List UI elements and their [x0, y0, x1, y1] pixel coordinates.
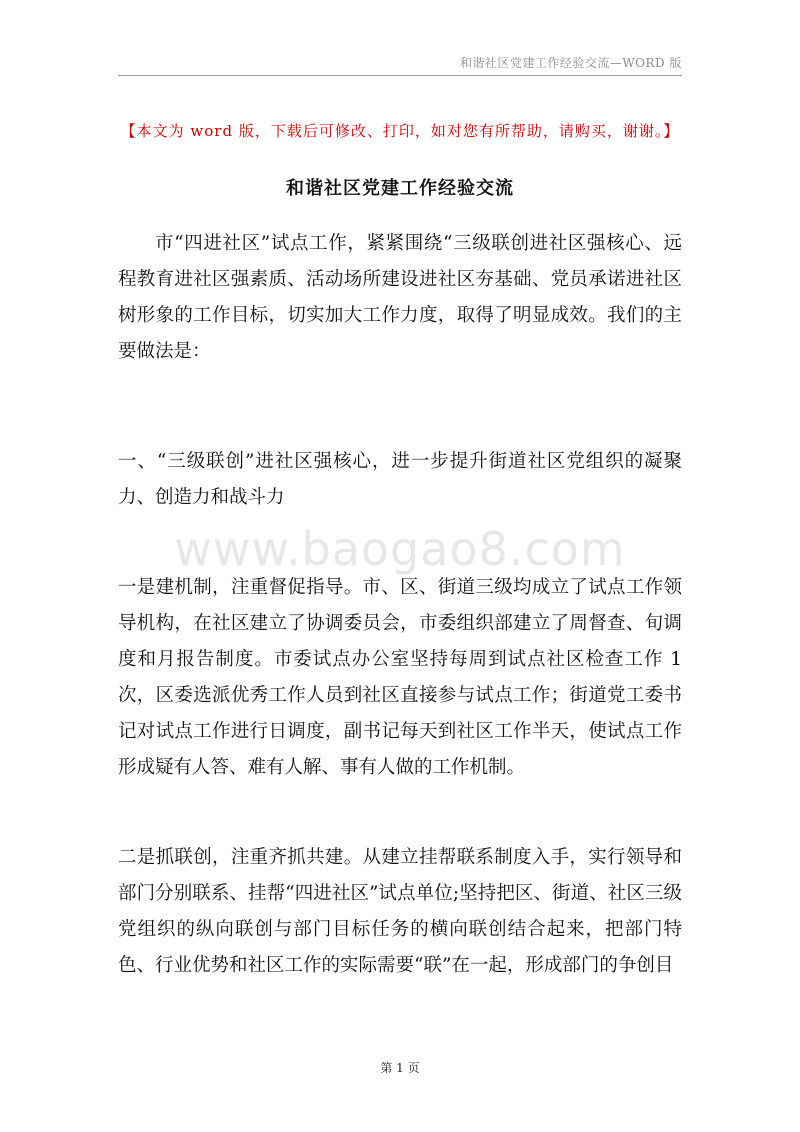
intro-paragraph: 市“四进社区”试点工作，紧紧围绕“三级联创进社区强核心、远程教育进社区强素质、活动场所建设进社区夯基础、党员承诺进社区树形象的工作目标，切实加大工作力度，取得了明显成效。我们的主要做法是：	[118, 233, 682, 362]
document-title: 和谐社区党建工作经验交流	[286, 178, 514, 199]
paragraph-mechanism: 一是建机制，注重督促指导。市、区、街道三级均成立了试点工作领导机构，在社区建立了协调委员会，市委组织部建立了周督查、旬调度和月报告制度。市委试点办公室坚持每周到试点社区检查工作 1 次，区委选派优秀工作人员到社区直接参与试点工作；街道党工委书记对试点工作进行日调度，副书记每天到社区工作半天，使试点工作形成疑有人答、难有人解、事有人做的工作机制。	[118, 577, 682, 778]
section-heading-1: 一、“三级联创”进社区强核心，进一步提升街道社区党组织的凝聚力、创造力和战斗力	[118, 451, 682, 508]
page-number: 第 1 页	[380, 1061, 420, 1075]
running-header: 和谐社区党建工作经验交流—WORD 版	[459, 56, 682, 70]
download-notice: 【本文为 word 版，下载后可修改、打印，如对您有所帮助，请购买，谢谢。】	[120, 122, 680, 140]
header-divider	[118, 75, 682, 76]
paragraph-joint-creation: 二是抓联创，注重齐抓共建。从建立挂帮联系制度入手，实行领导和部门分别联系、挂帮“四进社区”试点单位;坚持把区、街道、社区三级党组织的纵向联创与部门目标任务的横向联创结合起来，把部门特色、行业优势和社区工作的实际需要“联”在一起，形成部门的争创目	[118, 847, 682, 976]
watermark: www.baogao8.com	[174, 522, 626, 576]
